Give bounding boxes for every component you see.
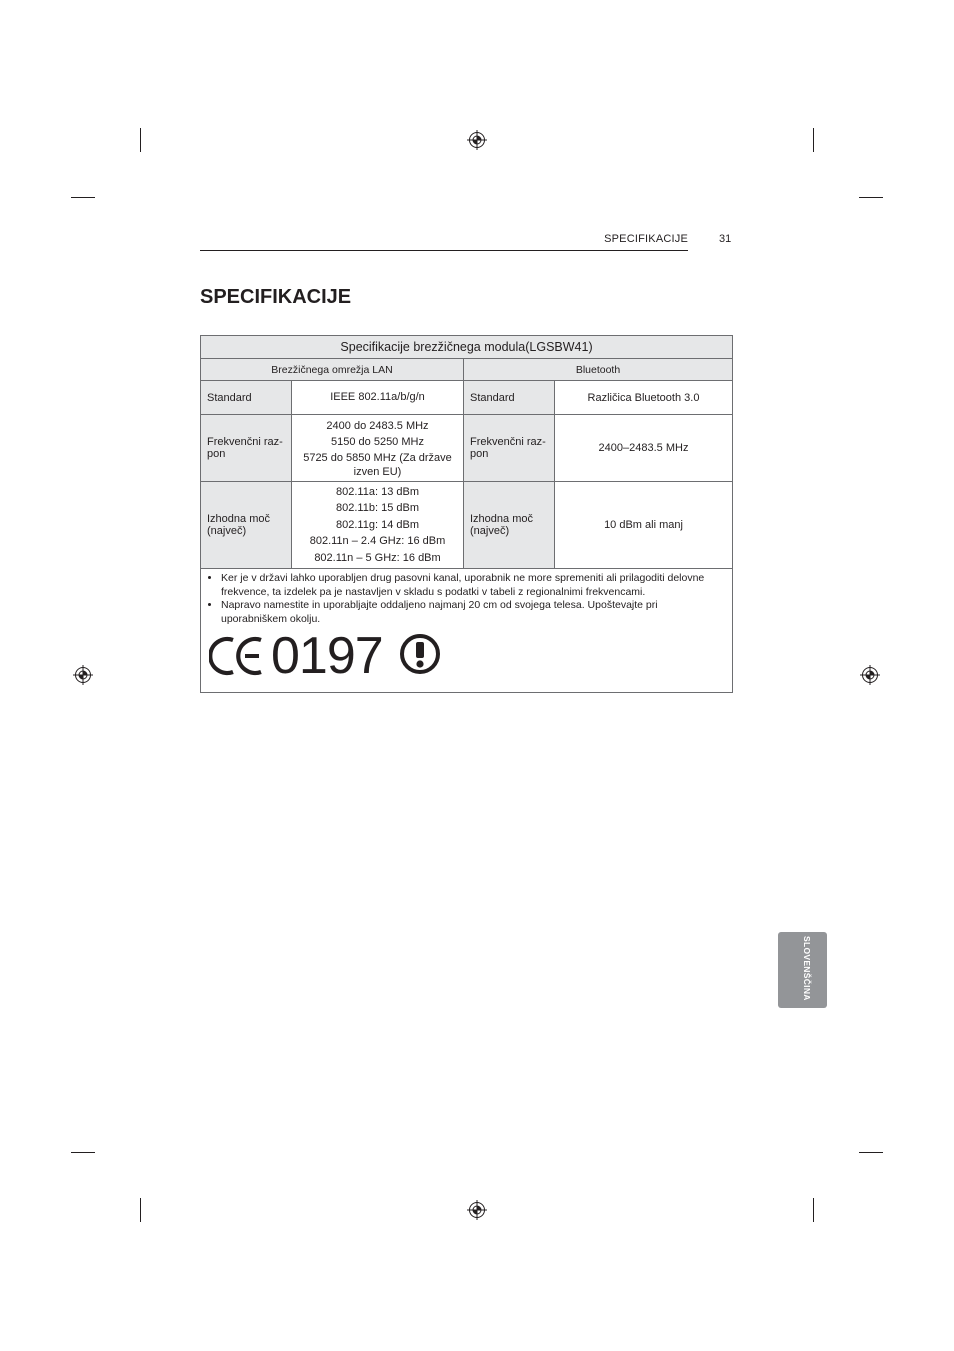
- row-label: Frekvenčni raz-pon: [201, 415, 292, 482]
- column-header-bluetooth: Bluetooth: [464, 359, 733, 381]
- registration-mark-icon: [73, 665, 93, 685]
- row-value: 2400 do 2483.5 MHz 5150 do 5250 MHz 5725 do 5850 MHz (Za države izven EU): [292, 415, 464, 482]
- header-rule: [200, 250, 688, 251]
- row-value: 802.11a: 13 dBm 802.11b: 15 dBm 802.11g: 14 dBm 802.11n – 2.4 GHz: 16 dBm 802.11n – 5 GHz: 16 dBm: [292, 482, 464, 569]
- language-tab: [778, 932, 827, 1008]
- notes-list: [207, 572, 726, 626]
- table-row: [201, 381, 733, 415]
- crop-mark: [813, 1198, 814, 1222]
- crop-mark: [859, 1152, 883, 1153]
- registration-mark-icon: [467, 1200, 487, 1220]
- row-value: IEEE 802.11a/b/g/n: [292, 381, 464, 415]
- crop-mark: [140, 128, 141, 152]
- crop-mark: [813, 128, 814, 152]
- column-header-lan: Brezžičnega omrežja LAN: [201, 359, 464, 381]
- row-label: Standard: [464, 381, 555, 415]
- alert-circle-icon: [399, 633, 441, 675]
- crop-mark: [859, 197, 883, 198]
- running-header: SPECIFIKACIJE: [604, 233, 688, 245]
- row-label: Izhodna moč (največ): [464, 482, 555, 569]
- table-caption: Specifikacije brezžičnega modula(LGSBW41): [201, 336, 733, 359]
- page-title: SPECIFIKACIJE: [200, 286, 352, 308]
- page-number: 31: [719, 233, 732, 245]
- spec-table: [200, 335, 733, 693]
- row-label: Standard: [201, 381, 292, 415]
- table-row: [201, 482, 733, 569]
- crop-mark: [140, 1198, 141, 1222]
- row-label: Frekvenčni raz-pon: [464, 415, 555, 482]
- list-item: • Ker je v državi lahko uporabljen drug pasovni kanal, uporabnik ne more spremeniti ali prilagoditi delovne frekvence, ta izdelek pa je nastavljen v skladu s podatki v tabeli z regionalnimi frekvencami.: [221, 572, 726, 599]
- ce-mark-icon: [209, 634, 265, 678]
- notified-body-number: 0197: [271, 627, 383, 685]
- row-value: 10 dBm ali manj: [555, 482, 733, 569]
- crop-mark: [71, 197, 95, 198]
- language-tab-label: SLOVENŠČINA: [802, 936, 812, 1001]
- registration-mark-icon: [860, 665, 880, 685]
- ce-mark: [207, 627, 726, 690]
- notes-cell: [201, 569, 733, 693]
- registration-mark-icon: [467, 130, 487, 150]
- table-row: [201, 415, 733, 482]
- crop-mark: [71, 1152, 95, 1153]
- row-value: 2400–2483.5 MHz: [555, 415, 733, 482]
- list-item: • Napravo namestite in uporabljajte oddaljeno najmanj 20 cm od svojega telesa. Upoštevajte pri uporabniškem okolju.: [221, 599, 726, 626]
- row-value: Različica Bluetooth 3.0: [555, 381, 733, 415]
- row-label: Izhodna moč (največ): [201, 482, 292, 569]
